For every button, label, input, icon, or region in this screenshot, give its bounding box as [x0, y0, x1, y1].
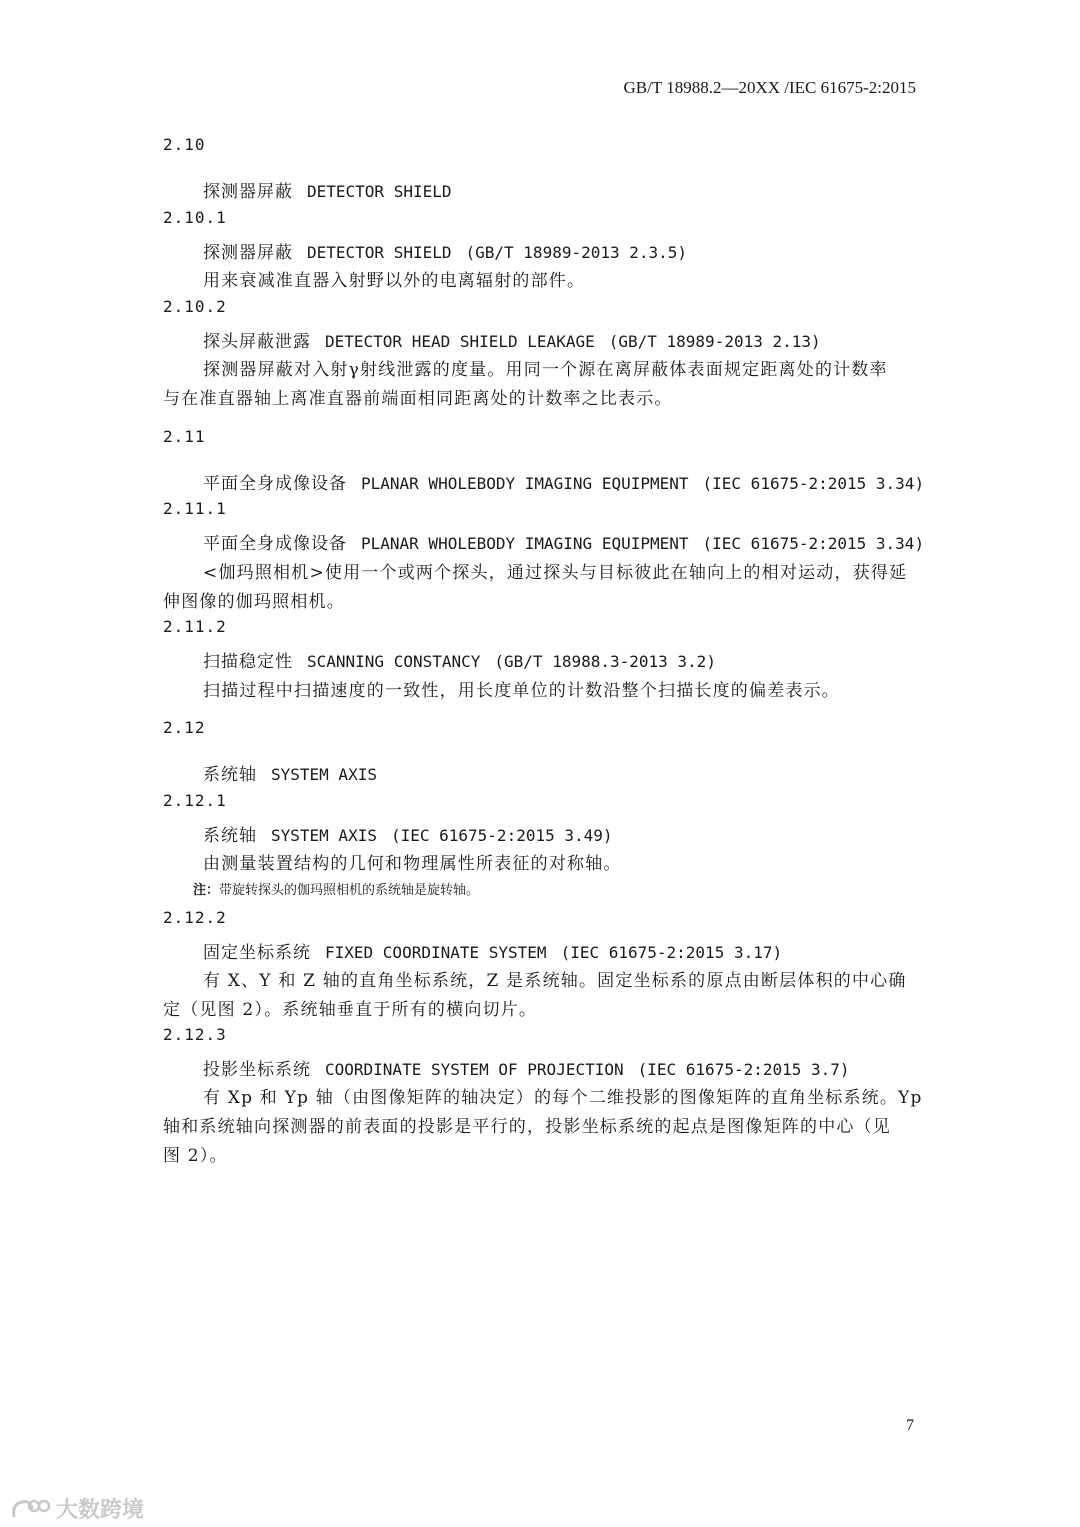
term-chinese: 探测器屏蔽: [203, 243, 293, 263]
clause-number: 2.11.1: [163, 499, 227, 518]
term-line: [203, 821, 613, 846]
term-english: DETECTOR SHIELD: [307, 243, 452, 262]
clause-number: 2.12: [163, 718, 206, 737]
clause-number: 2.11: [163, 427, 206, 446]
term-chinese: 平面全身成像设备: [203, 474, 347, 494]
term-chinese: 平面全身成像设备: [203, 534, 347, 554]
term-reference: (IEC 61675-2:2015 3.34): [702, 474, 925, 493]
term-reference: (GB/T 18989-2013 2.13): [608, 332, 821, 351]
term-chinese: 探头屏蔽泄露: [203, 332, 311, 352]
clause-number: 2.10: [163, 135, 206, 154]
term-reference: (GB/T 18989-2013 2.3.5): [465, 243, 688, 262]
term-english: COORDINATE SYSTEM OF PROJECTION: [325, 1060, 624, 1079]
term-line: [203, 1055, 850, 1080]
definition-line: <伽玛照相机>使用一个或两个探头，通过探头与目标彼此在轴向上的相对运动，获得延: [203, 563, 908, 583]
term-line: [203, 938, 782, 963]
definition-line: 有 X、Y 和 Z 轴的直角坐标系统，Z 是系统轴。固定坐标系的原点由断层体积的中心确: [203, 971, 907, 991]
definition-line: 用来衰减准直器入射野以外的电离辐射的部件。: [203, 271, 586, 291]
definition-line: 定（见图 2）。系统轴垂直于所有的横向切片。: [163, 1000, 538, 1020]
term-reference: (IEC 61675-2:2015 3.7): [637, 1060, 850, 1079]
definition-line: 探测器屏蔽对入射γ射线泄露的度量。用同一个源在离屏蔽体表面规定距离处的计数率: [203, 360, 888, 380]
term-english: SYSTEM AXIS: [271, 826, 377, 845]
watermark-text: 大数跨境: [56, 1498, 145, 1523]
document-header: GB/T 18988.2—20XX /IEC 61675-2:2015: [623, 78, 916, 97]
clause-number: 2.10.1: [163, 208, 227, 227]
term-english: PLANAR WHOLEBODY IMAGING EQUIPMENT: [361, 474, 689, 493]
note-text: 带旋转探头的伽玛照相机的系统轴是旋转轴。: [219, 883, 480, 898]
clause-number: 2.12.2: [163, 908, 227, 927]
definition-line: 伸图像的伽玛照相机。: [163, 592, 345, 612]
clause-number: 2.11.2: [163, 617, 227, 636]
clause-number: 2.12.3: [163, 1025, 227, 1044]
term-line: [203, 177, 452, 202]
definition-line: 图 2）。: [163, 1146, 228, 1166]
note: [193, 879, 479, 898]
term-chinese: 固定坐标系统: [203, 943, 311, 963]
term-chinese: 探测器屏蔽: [203, 182, 293, 202]
term-chinese: 系统轴: [203, 765, 257, 785]
clause-number: 2.12.1: [163, 791, 227, 810]
definition-line: 有 Xp 和 Yp 轴（由图像矩阵的轴决定）的每个二维投影的图像矩阵的直角坐标系统。Yp: [203, 1088, 923, 1108]
note-label: 注：: [193, 883, 220, 898]
term-chinese: 扫描稳定性: [203, 652, 293, 672]
term-chinese: 投影坐标系统: [203, 1060, 311, 1080]
term-line: [203, 327, 821, 352]
term-english: DETECTOR HEAD SHIELD LEAKAGE: [325, 332, 595, 351]
term-reference: (IEC 61675-2:2015 3.34): [702, 534, 925, 553]
term-reference: (GB/T 18988.3-2013 3.2): [494, 652, 716, 671]
definition-line: 与在准直器轴上离准直器前端面相同距离处的计数率之比表示。: [163, 389, 673, 409]
term-line: [203, 238, 687, 263]
term-line: [203, 529, 924, 554]
term-english: PLANAR WHOLEBODY IMAGING EQUIPMENT: [361, 534, 689, 553]
watermark: [10, 1493, 144, 1524]
term-english: DETECTOR SHIELD: [307, 182, 452, 201]
term-line: [203, 469, 924, 494]
term-reference: (IEC 61675-2:2015 3.49): [390, 826, 613, 845]
clause-number: 2.10.2: [163, 297, 227, 316]
term-english: FIXED COORDINATE SYSTEM: [325, 943, 547, 962]
definition-line: 轴和系统轴向探测器的前表面的投影是平行的，投影坐标系统的起点是图像矩阵的中心（见: [163, 1117, 891, 1137]
definition-line: 由测量装置结构的几何和物理属性所表征的对称轴。: [203, 854, 622, 874]
term-chinese: 系统轴: [203, 826, 257, 846]
term-reference: (IEC 61675-2:2015 3.17): [560, 943, 783, 962]
term-english: SYSTEM AXIS: [271, 765, 377, 784]
term-line: [203, 760, 377, 785]
term-line: [203, 647, 716, 672]
watermark-logo-icon: [10, 1496, 50, 1522]
term-english: SCANNING CONSTANCY: [307, 652, 481, 671]
page-number: 7: [906, 1417, 914, 1434]
definition-line: 扫描过程中扫描速度的一致性，用长度单位的计数沿整个扫描长度的偏差表示。: [203, 681, 840, 701]
